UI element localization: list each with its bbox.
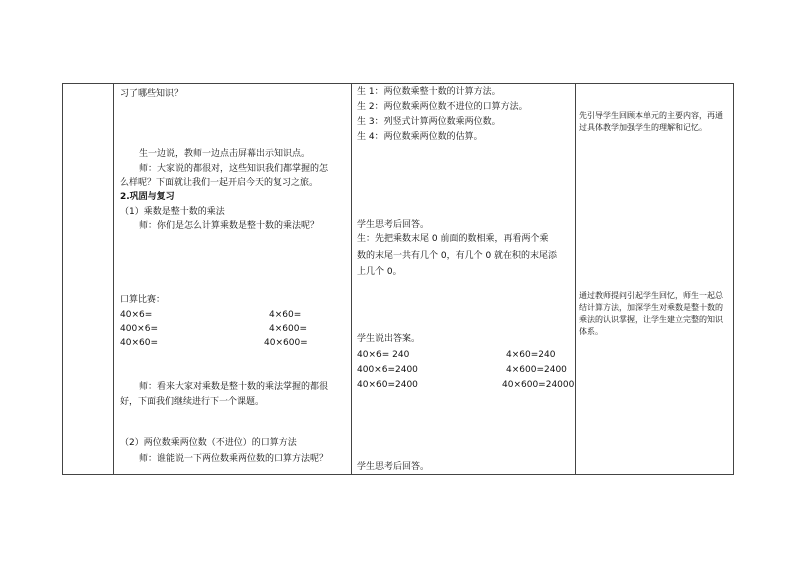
student-point: 生 1：两位数乘整十数的计算方法。 bbox=[357, 87, 501, 97]
teacher-line: 生一边说，教师一边点击屏幕出示知识点。 bbox=[139, 149, 311, 159]
student-answer: 数的末尾一共有几个 0，有几个 0 就在积的末尾添 bbox=[357, 251, 558, 261]
answer-item: 400×6=2400 bbox=[357, 365, 418, 375]
intent-note: 通过教师提问引起学生回忆，师生一起总结计算方法，加深学生对乘数是整十数的乘法的认识掌握，让学生建立完整的知识体系。 bbox=[579, 291, 723, 336]
oral-item: 40×600= bbox=[264, 338, 308, 348]
teacher-comment: 好，下面我们继续进行下一个课题。 bbox=[120, 397, 265, 407]
teacher-intro: 习了哪些知识？ bbox=[120, 89, 184, 99]
answer-item: 40×600=24000 bbox=[502, 380, 575, 390]
intent-note: 先引导学生回顾本单元的主要内容，再通过具体教学加强学生的理解和记忆。 bbox=[579, 111, 723, 132]
oral-item: 4×60= bbox=[269, 310, 302, 320]
answer-item: 4×60=240 bbox=[506, 350, 556, 360]
teacher-question: 师：你们是怎么计算乘数是整十数的乘法呢？ bbox=[139, 221, 320, 231]
student-point: 生 2：两位数乘两位数不进位的口算方法。 bbox=[357, 102, 528, 112]
answer-item: 4×600=2400 bbox=[506, 365, 567, 375]
teacher-line: 师：大家说的都很对，这些知识我们都掌握的怎 bbox=[139, 164, 329, 174]
student-answer: 生：先把乘数末尾 0 前面的数相乘，再看两个乘 bbox=[357, 234, 549, 244]
student-point: 生 4：两位数乘两位数的估算。 bbox=[357, 132, 483, 142]
sub-heading: （1）乘数是整十数的乘法 bbox=[120, 207, 225, 217]
student-note: 学生说出答案。 bbox=[357, 334, 421, 344]
answer-item: 40×6= 240 bbox=[357, 350, 410, 360]
oral-item: 40×60= bbox=[120, 338, 158, 348]
oral-item: 40×6= bbox=[120, 310, 153, 320]
oral-item: 4×600= bbox=[269, 324, 307, 334]
sub-heading: （2）两位数乘两位数（不进位）的口算方法 bbox=[120, 438, 297, 448]
column-divider bbox=[575, 84, 576, 474]
section-heading: 2.巩固与复习 bbox=[120, 192, 175, 202]
oral-title: 口算比赛： bbox=[120, 295, 166, 305]
oral-item: 400×6= bbox=[120, 324, 158, 334]
student-note: 学生思考后回答。 bbox=[357, 220, 430, 230]
student-answer: 上几个 0。 bbox=[357, 267, 402, 277]
teacher-line: 么样呢？下面就让我们一起开启今天的复习之旅。 bbox=[120, 178, 319, 188]
teacher-comment: 师：看来大家对乘数是整十数的乘法掌握的都很 bbox=[139, 382, 329, 392]
column-divider bbox=[351, 84, 352, 474]
column-divider bbox=[113, 84, 114, 474]
answer-item: 40×60=2400 bbox=[357, 380, 418, 390]
student-note: 学生思考后回答。 bbox=[357, 462, 430, 472]
teacher-question: 师：谁能说一下两位数乘两位数的口算方法呢？ bbox=[139, 454, 329, 464]
student-point: 生 3：列竖式计算两位数乘两位数。 bbox=[357, 117, 501, 127]
